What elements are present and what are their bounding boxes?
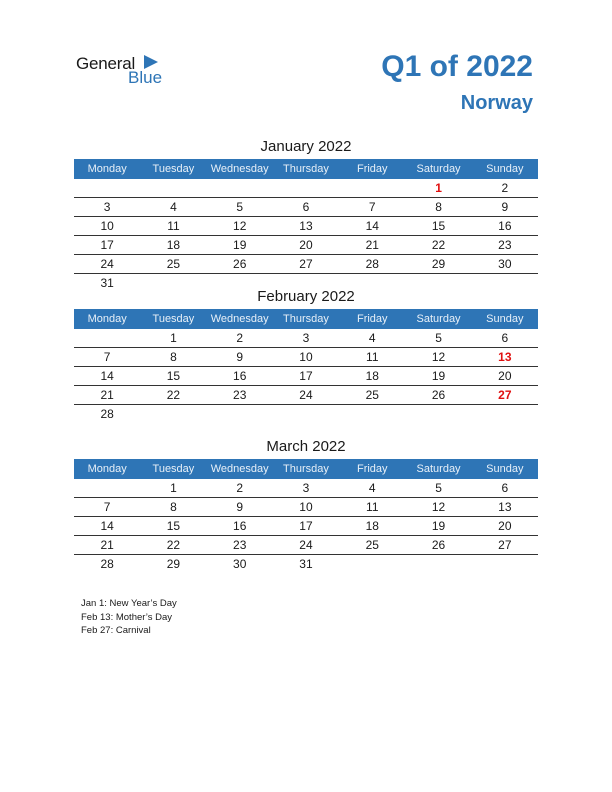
day-cell: 30 [498, 257, 512, 271]
day-cell: 20 [498, 369, 512, 383]
day-cell: 5 [435, 331, 442, 345]
logo-blue-text: Blue [128, 68, 163, 87]
week-row [74, 536, 538, 555]
day-cell: 28 [100, 557, 114, 571]
day-cell: 16 [498, 219, 512, 233]
weekday-label: Saturday [416, 463, 461, 475]
empty-day-cell [74, 179, 140, 197]
day-cell: 23 [233, 388, 247, 402]
week-row [74, 255, 538, 274]
empty-day-cell [339, 555, 405, 573]
empty-day-cell [207, 405, 273, 423]
weekday-label: Sunday [486, 313, 524, 325]
day-cell: 17 [299, 519, 313, 533]
weekday-label: Tuesday [152, 463, 195, 475]
day-cell: 10 [299, 500, 313, 514]
empty-day-cell [472, 555, 538, 573]
empty-day-cell [472, 405, 538, 423]
holiday-note: Feb 27: Carnival [81, 625, 151, 636]
day-cell: 24 [299, 388, 313, 402]
day-cell: 3 [103, 200, 111, 214]
day-cell: 14 [365, 219, 379, 233]
day-cell: 25 [365, 388, 379, 402]
month-title: January 2022 [260, 138, 352, 155]
weekday-label: Wednesday [210, 463, 269, 475]
empty-day-cell [140, 179, 206, 197]
month-title: February 2022 [257, 288, 355, 305]
logo-flag-icon [144, 55, 158, 69]
empty-day-cell [74, 329, 140, 347]
page-title: Q1 of 2022 [381, 50, 533, 83]
day-cell: 25 [166, 257, 181, 271]
weekday-label: Friday [356, 463, 388, 475]
day-cell: 1 [435, 181, 442, 195]
weekday-header [74, 159, 538, 179]
day-cell: 19 [431, 369, 446, 383]
day-cell: 11 [167, 219, 180, 233]
day-cell: 3 [302, 331, 310, 345]
day-cell: 12 [233, 219, 247, 233]
week-row [74, 367, 538, 386]
day-cell: 26 [431, 538, 446, 552]
country-name: Norway [460, 92, 533, 114]
day-cell: 22 [166, 538, 181, 552]
week-row [74, 498, 538, 517]
day-cell: 13 [498, 350, 512, 364]
day-cell: 14 [100, 519, 114, 533]
day-cell: 9 [501, 200, 509, 214]
day-cell: 11 [366, 500, 379, 514]
day-cell: 20 [498, 519, 512, 533]
weekday-label: Monday [87, 313, 127, 325]
day-cell: 19 [233, 238, 247, 252]
day-cell: 30 [233, 557, 247, 571]
day-cell: 29 [431, 257, 446, 271]
day-cell: 15 [166, 369, 181, 383]
day-cell: 22 [431, 238, 446, 252]
day-cell: 8 [435, 200, 442, 214]
day-cell: 11 [366, 350, 379, 364]
empty-day-cell [405, 555, 471, 573]
weekday-label: Thursday [283, 313, 329, 325]
day-cell: 9 [236, 350, 244, 364]
day-cell: 16 [233, 369, 247, 383]
day-cell: 1 [170, 331, 177, 345]
day-cell: 7 [368, 200, 376, 214]
day-cell: 18 [365, 519, 379, 533]
day-cell: 1 [170, 481, 177, 495]
day-cell: 2 [236, 481, 244, 495]
day-cell: 12 [431, 500, 446, 514]
logo [76, 54, 176, 88]
day-cell: 25 [365, 538, 379, 552]
holiday-note: Jan 1: New Year’s Day [81, 598, 177, 609]
day-cell: 26 [233, 257, 247, 271]
week-row [74, 179, 538, 198]
day-cell: 5 [236, 200, 244, 214]
day-cell: 31 [100, 276, 114, 290]
month-block-january [74, 136, 538, 292]
weekday-label: Monday [87, 463, 127, 475]
day-cell: 21 [100, 388, 114, 402]
day-cell: 18 [365, 369, 379, 383]
day-cell: 17 [299, 369, 313, 383]
weekday-label: Saturday [416, 313, 461, 325]
day-cell: 17 [100, 238, 114, 252]
week-row [74, 348, 538, 367]
week-row [74, 198, 538, 217]
day-cell: 27 [498, 538, 512, 552]
weekday-header [74, 309, 538, 329]
week-row [74, 386, 538, 405]
day-cell: 27 [299, 257, 313, 271]
day-cell: 7 [103, 350, 111, 364]
day-cell: 15 [431, 219, 446, 233]
day-cell: 23 [233, 538, 247, 552]
day-cell: 2 [501, 181, 509, 195]
day-cell: 18 [166, 238, 181, 252]
day-cell: 28 [365, 257, 379, 271]
day-cell: 10 [100, 219, 114, 233]
day-cell: 4 [368, 331, 376, 345]
weekday-label: Thursday [283, 463, 329, 475]
day-cell: 10 [299, 350, 313, 364]
week-row [74, 555, 538, 573]
day-cell: 29 [166, 557, 181, 571]
week-row [74, 217, 538, 236]
weekday-label: Saturday [416, 163, 461, 175]
weekday-label: Thursday [283, 163, 329, 175]
weekday-label: Friday [356, 313, 388, 325]
week-row [74, 236, 538, 255]
day-cell: 24 [299, 538, 313, 552]
weekday-label: Monday [87, 163, 127, 175]
day-cell: 28 [100, 407, 114, 421]
day-cell: 4 [170, 200, 177, 214]
day-cell: 15 [166, 519, 181, 533]
holiday-notes [81, 597, 177, 638]
month-block-february [74, 286, 538, 423]
day-cell: 16 [233, 519, 247, 533]
day-cell: 3 [302, 481, 310, 495]
weekday-label: Sunday [486, 163, 524, 175]
day-cell: 8 [170, 500, 177, 514]
day-cell: 13 [498, 500, 512, 514]
day-cell: 21 [365, 238, 379, 252]
day-cell: 6 [302, 200, 310, 214]
day-cell: 12 [431, 350, 446, 364]
week-row [74, 405, 538, 423]
day-cell: 24 [100, 257, 114, 271]
day-cell: 2 [236, 331, 244, 345]
day-cell: 26 [431, 388, 446, 402]
empty-day-cell [273, 405, 339, 423]
day-cell: 20 [299, 238, 313, 252]
empty-day-cell [207, 179, 273, 197]
weekday-label: Friday [356, 163, 388, 175]
weekday-label: Tuesday [152, 163, 195, 175]
day-cell: 31 [299, 557, 313, 571]
day-cell: 4 [368, 481, 376, 495]
day-cell: 27 [498, 388, 512, 402]
empty-day-cell [339, 405, 405, 423]
week-row [74, 329, 538, 348]
weekday-label: Tuesday [152, 313, 195, 325]
day-cell: 6 [501, 331, 509, 345]
week-row [74, 517, 538, 536]
month-block-march [74, 436, 538, 573]
empty-day-cell [273, 179, 339, 197]
day-cell: 22 [166, 388, 181, 402]
holiday-note: Feb 13: Mother’s Day [81, 611, 172, 623]
empty-day-cell [339, 179, 405, 197]
weekday-label: Sunday [486, 463, 524, 475]
day-cell: 6 [501, 481, 509, 495]
day-cell: 14 [100, 369, 114, 383]
day-cell: 5 [435, 481, 442, 495]
logo-general-text: General [76, 54, 136, 73]
weekday-label: Wednesday [210, 313, 269, 325]
day-cell: 21 [100, 538, 114, 552]
day-cell: 9 [236, 500, 244, 514]
day-cell: 19 [431, 519, 446, 533]
day-cell: 23 [498, 238, 512, 252]
weekday-header [74, 459, 538, 479]
day-cell: 13 [299, 219, 313, 233]
day-cell: 8 [170, 350, 177, 364]
empty-day-cell [405, 405, 471, 423]
month-title: March 2022 [266, 438, 346, 455]
empty-day-cell [140, 405, 206, 423]
weekday-label: Wednesday [210, 163, 269, 175]
day-cell: 7 [103, 500, 111, 514]
empty-day-cell [74, 479, 140, 497]
week-row [74, 479, 538, 498]
